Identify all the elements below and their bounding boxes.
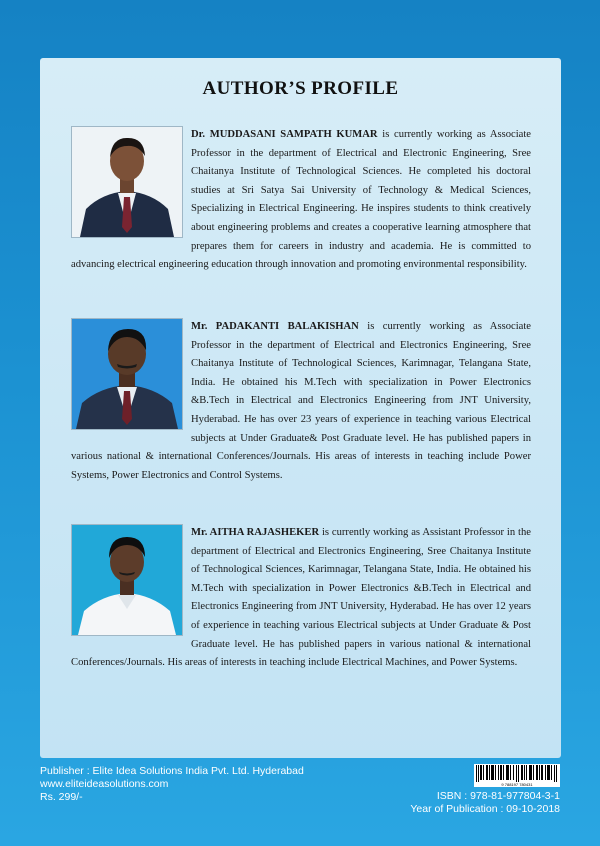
author-name-1: Dr. MUDDASANI SAMPATH KUMAR bbox=[191, 129, 378, 140]
page-title: AUTHOR’S PROFILE bbox=[202, 78, 399, 99]
isbn-number: ISBN : 978-81-977804-3-1 bbox=[436, 790, 560, 802]
barcode-bars bbox=[475, 765, 559, 782]
author-bio-1: is currently working as Associate Professor in the department of Electrical and Electronic Engineering, Sree Chaitanya Institute of Technological Sciences. He completed his doctoral studies at Sri Satya Sai University of Technology & Medical Sciences, Specializing in Electrical Engineering. He inspires students to think creatively about engineering problems and creates a cooperative learning atmosphere that prepares them for careers in industry and academia. He is committed to advancing electrical engineering education through innovation and promoting environmental responsibility. bbox=[71, 129, 532, 271]
author-photo-3 bbox=[71, 524, 183, 636]
author-bio-2: is currently working as Associate Professor in the department of Electrical and Electronics Engineering, Sree Chaitanya Institute of Technological Sciences, Karimnagar, Telangana State, India. He obtained his M.Tech with specialization in Power Electronics &B.Tech in Electrical and Electronics Engineering from JNT University, Hyderabad. He has over 23 years of experience in teaching various Electrical subjects at Under Graduate& Post Graduate level. He has published papers in various national & international Conferences/Journals. His areas of interests in teaching include Power Systems, Power Electronics and Control Systems. bbox=[71, 321, 531, 481]
isbn-barcode bbox=[474, 764, 560, 787]
author-bio-3: is currently working as Assistant Professor in the department of Electrical and Electronics Engineering, Sree Chaitanya Institute of Technological Sciences, Karimnagar, Telangana State, India. He obtained his M.Tech with specialization in Power Electronics &B.Tech in Electrical and Electronics Engineering from JNT University, Hyderabad. He has over 12 years of experience in teaching various Electrical subjects at Under Graduate & Post Graduate level. He has published papers in various national & international Conferences/Journals. His areas of interests in teaching include Electrical Machines, and Power Systems. bbox=[71, 527, 531, 669]
book-identifiers bbox=[410, 764, 560, 816]
author-profile-3 bbox=[71, 524, 531, 673]
publication-year: Year of Publication : 09-10-2018 bbox=[410, 803, 560, 815]
barcode-digits: 9 788197 780431 bbox=[501, 782, 533, 787]
author-photo-1 bbox=[71, 126, 183, 238]
author-name-3: Mr. AITHA RAJASHEKER bbox=[191, 527, 320, 538]
publisher-website: www.eliteideasolutions.com bbox=[40, 778, 169, 790]
author-profile-panel bbox=[40, 58, 561, 758]
publisher-name: Publisher : Elite Idea Solutions India Pvt. Ltd. Hyderabad bbox=[40, 765, 304, 777]
author-profile-1 bbox=[71, 126, 531, 275]
book-price: Rs. 299/- bbox=[40, 791, 83, 803]
publisher-info bbox=[40, 765, 304, 804]
author-profile-2 bbox=[71, 318, 531, 485]
author-name-2: Mr. PADAKANTI BALAKISHAN bbox=[191, 321, 359, 332]
author-photo-2 bbox=[71, 318, 183, 430]
